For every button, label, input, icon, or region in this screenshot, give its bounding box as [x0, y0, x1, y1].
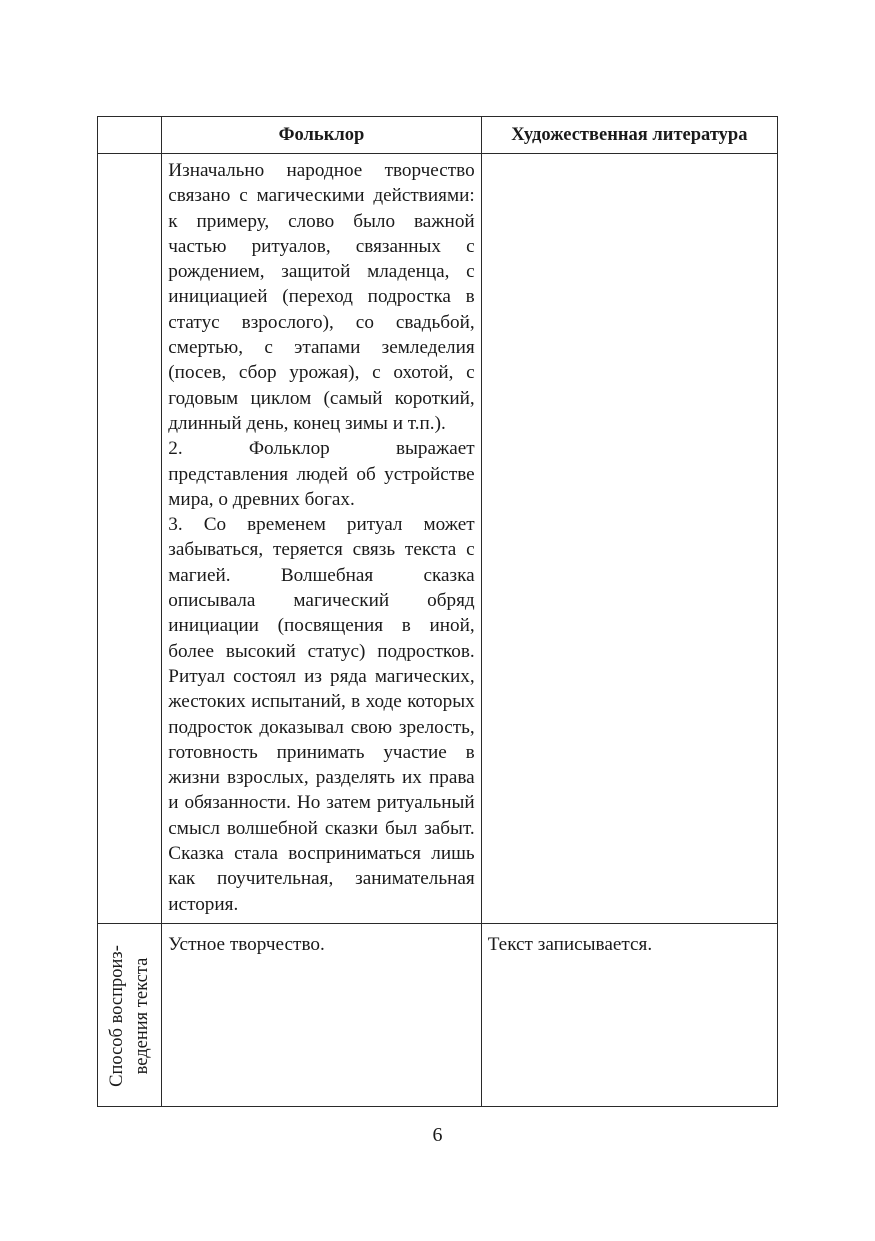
literature-description-cell: [481, 154, 777, 924]
table-header-row: [98, 117, 778, 154]
row-label-line-2: ведения текста: [132, 957, 152, 1075]
row-label-method-text: [105, 926, 155, 1106]
method-literature-cell: [481, 923, 777, 1106]
folklore-paragraph-2: 2. Фольклор выражает представления людей об устройстве мира, о древних богах.: [168, 438, 475, 510]
header-literature: Художественная литература: [481, 117, 777, 154]
method-literature-text: Текст записывается.: [487, 933, 653, 955]
header-empty-cell: [98, 117, 162, 154]
page-number: 6: [432, 1124, 443, 1146]
method-folklore-text: Устное творчество.: [168, 933, 325, 955]
header-folklore: Фольклор: [162, 117, 481, 154]
method-folklore-cell: [162, 923, 481, 1106]
row-label-method: [98, 923, 162, 1106]
literature-description: [482, 154, 777, 164]
folklore-description: [162, 154, 480, 923]
row-label-line-1: Способ воспроиз-: [107, 945, 127, 1087]
comparison-table: [97, 116, 778, 1107]
row-label-empty: [98, 154, 162, 924]
table-row: [98, 923, 778, 1106]
folklore-paragraph-3: 3. Со временем ритуал может забываться, теряется связь текста с магией. Волшебная сказка описывала магический обряд инициации (посвящения в иной, более высокий статус) подростков. Ритуал состоял из ряда магических, жестоких испытаний, в ходе которых подросток доказывал свою зрелость, готовность принимать участие в жизни взрослых, разделять их права и обязанности. Но затем ритуальный смысл волшебной сказки был забыт. Сказка стала восприниматься лишь как поучительная, занимательная история.: [168, 514, 475, 915]
folklore-description-cell: [162, 154, 481, 924]
folklore-paragraph-1: Изначально народное творчество связано с магическими действиями: к примеру, слово было важной частью ритуалов, связанных с рождением, защитой младенца, с инициацией (переход подростка в статус взрослого), со свадьбой, смертью, с этапами земледелия (посев, сбор урожая), с охотой, с годовым циклом (самый короткий, длинный день, конец зимы и т.п.).: [168, 160, 475, 434]
table-row: [98, 154, 778, 924]
